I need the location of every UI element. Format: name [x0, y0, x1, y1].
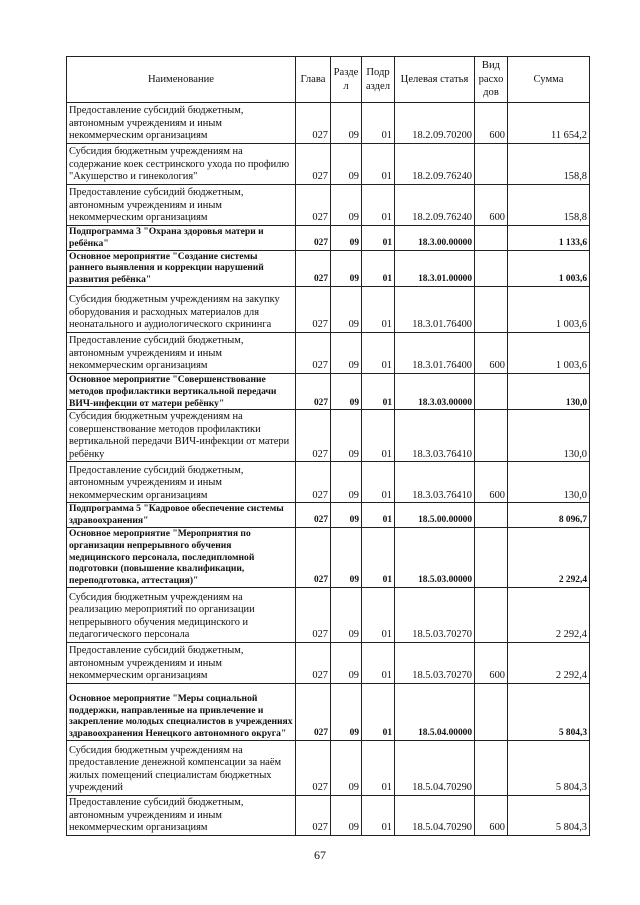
cell-razdel: 09 — [331, 226, 362, 251]
table-row — [67, 795, 590, 835]
cell-glava: 027 — [296, 587, 331, 642]
cell-sum: 130,0 — [508, 410, 590, 462]
table-row — [67, 503, 590, 528]
cell-razdel: 09 — [331, 587, 362, 642]
cell-sum: 1 003,6 — [508, 332, 590, 373]
cell-podrazdel: 01 — [362, 587, 395, 642]
cell-glava: 027 — [296, 185, 331, 226]
cell-sum: 158,8 — [508, 144, 590, 185]
cell-podrazdel: 01 — [362, 527, 395, 587]
cell-target: 18.3.01.00000 — [395, 250, 475, 286]
table-row — [67, 332, 590, 373]
cell-sum: 2 292,4 — [508, 642, 590, 683]
header-target: Целевая статья — [395, 57, 475, 103]
cell-target: 18.5.04.00000 — [395, 683, 475, 740]
cell-vid: 600 — [475, 185, 508, 226]
cell-podrazdel: 01 — [362, 740, 395, 795]
cell-name: Основное мероприятие "Создание системы раннего выявления и коррекции нарушений развития ребёнка" — [67, 250, 296, 286]
cell-podrazdel: 01 — [362, 642, 395, 683]
cell-target: 18.2.09.76240 — [395, 144, 475, 185]
cell-sum: 2 292,4 — [508, 587, 590, 642]
cell-vid — [475, 527, 508, 587]
cell-razdel: 09 — [331, 144, 362, 185]
cell-vid — [475, 587, 508, 642]
cell-target: 18.2.09.76240 — [395, 185, 475, 226]
cell-sum: 158,8 — [508, 185, 590, 226]
cell-vid — [475, 226, 508, 251]
cell-podrazdel: 01 — [362, 103, 395, 144]
cell-razdel: 09 — [331, 740, 362, 795]
cell-razdel: 09 — [331, 286, 362, 332]
cell-razdel: 09 — [331, 795, 362, 835]
header-razdel: Разде л — [331, 57, 362, 103]
cell-name: Подпрограмма 3 "Охрана здоровья матери и ребёнка" — [67, 226, 296, 251]
cell-vid: 600 — [475, 332, 508, 373]
cell-podrazdel: 01 — [362, 286, 395, 332]
cell-vid — [475, 286, 508, 332]
cell-glava: 027 — [296, 144, 331, 185]
table-row — [67, 373, 590, 409]
cell-razdel: 09 — [331, 410, 362, 462]
table-row — [67, 250, 590, 286]
cell-podrazdel: 01 — [362, 373, 395, 409]
cell-vid — [475, 683, 508, 740]
cell-sum: 2 292,4 — [508, 527, 590, 587]
cell-name: Предоставление субсидий бюджетным, автономным учреждениям и иным некоммерческим организациям — [67, 642, 296, 683]
cell-vid: 600 — [475, 462, 508, 503]
page-number: 67 — [314, 848, 326, 862]
cell-target: 18.5.04.70290 — [395, 740, 475, 795]
cell-target: 18.5.00.00000 — [395, 503, 475, 528]
cell-razdel: 09 — [331, 462, 362, 503]
table-row — [67, 642, 590, 683]
table-row — [67, 740, 590, 795]
table-row — [67, 185, 590, 226]
cell-glava: 027 — [296, 462, 331, 503]
table-row — [67, 587, 590, 642]
cell-name: Субсидия бюджетным учреждениям на содержание коек сестринского ухода по профилю "Акушерство и гинекология" — [67, 144, 296, 185]
cell-name: Основное мероприятие "Меры социальной поддержки, направленные на привлечение и закрепление молодых специалистов в учреждениях здравоохранения Ненецкого автономного округа" — [67, 683, 296, 740]
cell-podrazdel: 01 — [362, 250, 395, 286]
header-podrazdel: Подр аздел — [362, 57, 395, 103]
cell-razdel: 09 — [331, 332, 362, 373]
cell-name: Предоставление субсидий бюджетным, автономным учреждениям и иным некоммерческим организациям — [67, 462, 296, 503]
cell-vid — [475, 373, 508, 409]
header-name: Наименование — [67, 57, 296, 103]
cell-sum: 8 096,7 — [508, 503, 590, 528]
cell-glava: 027 — [296, 683, 331, 740]
header-vid: Вид расхо дов — [475, 57, 508, 103]
cell-podrazdel: 01 — [362, 332, 395, 373]
cell-target: 18.3.03.76410 — [395, 462, 475, 503]
cell-sum: 11 654,2 — [508, 103, 590, 144]
cell-sum: 5 804,3 — [508, 683, 590, 740]
cell-target: 18.3.03.76410 — [395, 410, 475, 462]
cell-razdel: 09 — [331, 103, 362, 144]
cell-glava: 027 — [296, 503, 331, 528]
cell-target: 18.3.01.76400 — [395, 332, 475, 373]
cell-glava: 027 — [296, 527, 331, 587]
table-row — [67, 527, 590, 587]
cell-target: 18.5.03.70270 — [395, 587, 475, 642]
cell-sum: 1 003,6 — [508, 250, 590, 286]
cell-glava: 027 — [296, 795, 331, 835]
cell-podrazdel: 01 — [362, 795, 395, 835]
cell-glava: 027 — [296, 373, 331, 409]
cell-sum: 5 804,3 — [508, 740, 590, 795]
cell-name: Субсидия бюджетным учреждениям на совершенствование методов профилактики вертикальной передачи ВИЧ-инфекции от матери ребёнку — [67, 410, 296, 462]
table-row — [67, 144, 590, 185]
cell-vid — [475, 740, 508, 795]
table-header — [67, 57, 590, 103]
table-row — [67, 410, 590, 462]
cell-name: Субсидия бюджетным учреждениям на реализацию мероприятий по организации непрерывного обучения медицинского и педагогического персонала — [67, 587, 296, 642]
cell-podrazdel: 01 — [362, 503, 395, 528]
cell-glava: 027 — [296, 226, 331, 251]
cell-glava: 027 — [296, 410, 331, 462]
cell-vid — [475, 250, 508, 286]
cell-razdel: 09 — [331, 683, 362, 740]
table-row — [67, 683, 590, 740]
header-glava: Глава — [296, 57, 331, 103]
cell-name: Предоставление субсидий бюджетным, автономным учреждениям и иным некоммерческим организациям — [67, 103, 296, 144]
cell-glava: 027 — [296, 103, 331, 144]
table-row — [67, 462, 590, 503]
table-body — [67, 103, 590, 836]
cell-target: 18.2.09.70200 — [395, 103, 475, 144]
cell-podrazdel: 01 — [362, 462, 395, 503]
cell-name: Предоставление субсидий бюджетным, автономным учреждениям и иным некоммерческим организациям — [67, 185, 296, 226]
cell-sum: 130,0 — [508, 462, 590, 503]
cell-vid — [475, 144, 508, 185]
budget-table — [66, 56, 590, 836]
cell-name: Предоставление субсидий бюджетным, автономным учреждениям и иным некоммерческим организациям — [67, 332, 296, 373]
cell-sum: 1 133,6 — [508, 226, 590, 251]
cell-sum: 1 003,6 — [508, 286, 590, 332]
table-row — [67, 103, 590, 144]
cell-name: Подпрограмма 5 "Кадровое обеспечение системы здравоохранения" — [67, 503, 296, 528]
cell-podrazdel: 01 — [362, 144, 395, 185]
cell-sum: 130,0 — [508, 373, 590, 409]
cell-glava: 027 — [296, 286, 331, 332]
cell-podrazdel: 01 — [362, 226, 395, 251]
cell-podrazdel: 01 — [362, 185, 395, 226]
cell-glava: 027 — [296, 642, 331, 683]
cell-razdel: 09 — [331, 527, 362, 587]
cell-name: Предоставление субсидий бюджетным, автономным учреждениям и иным некоммерческим организациям — [67, 795, 296, 835]
table-row — [67, 226, 590, 251]
cell-target: 18.5.03.70270 — [395, 642, 475, 683]
cell-target: 18.5.03.00000 — [395, 527, 475, 587]
cell-target: 18.5.04.70290 — [395, 795, 475, 835]
table-row — [67, 286, 590, 332]
cell-vid: 600 — [475, 795, 508, 835]
cell-razdel: 09 — [331, 373, 362, 409]
cell-name: Основное мероприятие "Совершенствование методов профилактики вертикальной передачи ВИЧ-инфекции от матери ребёнку" — [67, 373, 296, 409]
cell-glava: 027 — [296, 250, 331, 286]
header-sum: Сумма — [508, 57, 590, 103]
cell-glava: 027 — [296, 740, 331, 795]
cell-vid: 600 — [475, 103, 508, 144]
cell-podrazdel: 01 — [362, 683, 395, 740]
cell-target: 18.3.00.00000 — [395, 226, 475, 251]
cell-razdel: 09 — [331, 185, 362, 226]
cell-target: 18.3.01.76400 — [395, 286, 475, 332]
cell-vid — [475, 503, 508, 528]
cell-podrazdel: 01 — [362, 410, 395, 462]
cell-sum: 5 804,3 — [508, 795, 590, 835]
cell-name: Субсидия бюджетным учреждениям на предоставление денежной компенсации за наём жилых помещений специалистам бюджетных учреждений — [67, 740, 296, 795]
cell-name: Основное мероприятие "Мероприятия по организации непрерывного обучения медицинского персонала, последипломной подготовки (повышение квалификации, переподготовка, аттестация)" — [67, 527, 296, 587]
cell-vid: 600 — [475, 642, 508, 683]
cell-target: 18.3.03.00000 — [395, 373, 475, 409]
cell-razdel: 09 — [331, 503, 362, 528]
cell-name: Субсидия бюджетным учреждениям на закупку оборудования и расходных материалов для неонатального и аудиологического скрининга — [67, 286, 296, 332]
cell-vid — [475, 410, 508, 462]
cell-razdel: 09 — [331, 642, 362, 683]
cell-glava: 027 — [296, 332, 331, 373]
cell-razdel: 09 — [331, 250, 362, 286]
